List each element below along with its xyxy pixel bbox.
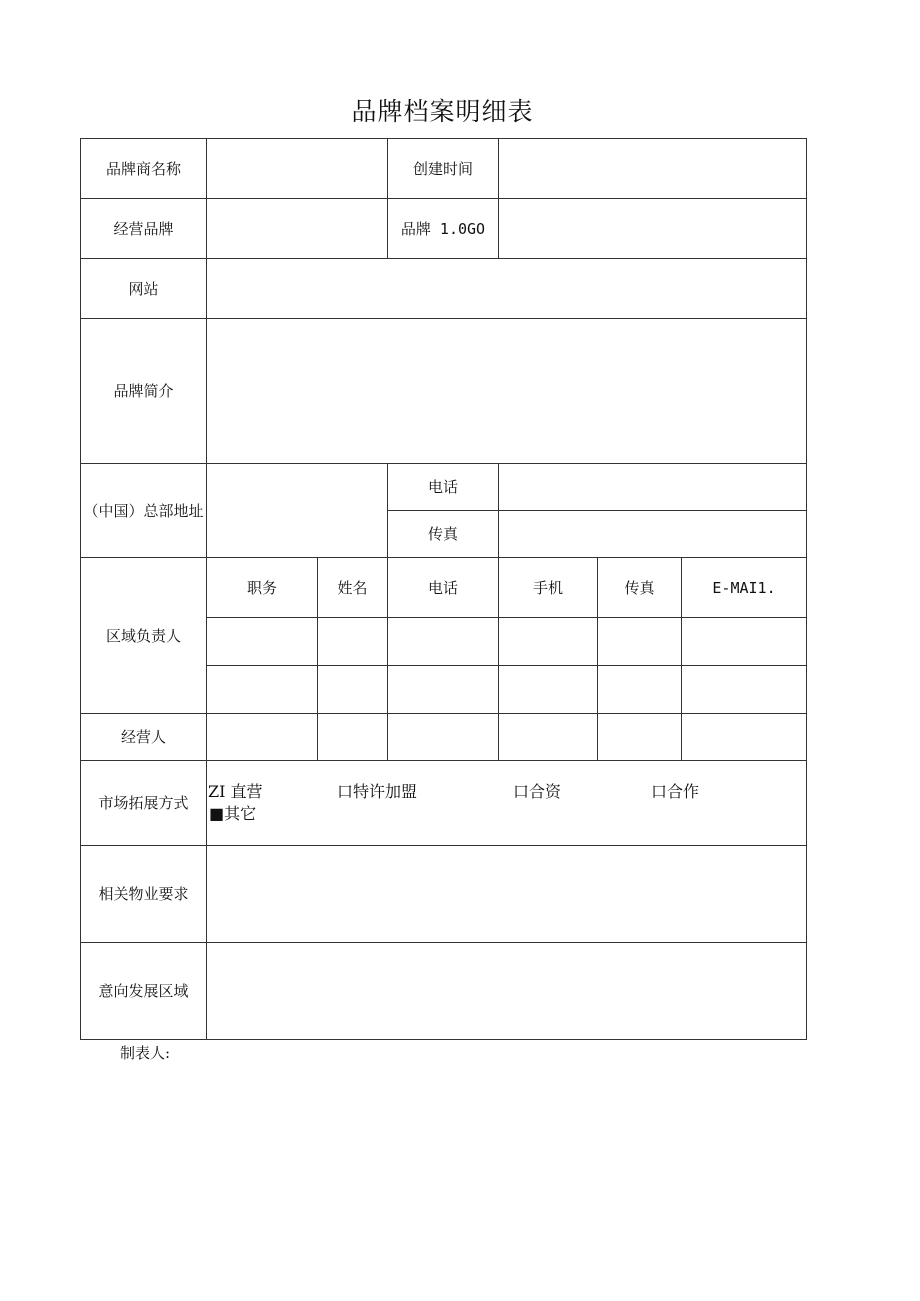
brand-company-label: 品牌商名称	[81, 139, 207, 199]
regional-cell[interactable]	[598, 666, 682, 714]
expansion-options	[207, 761, 807, 846]
contact-header-position: 职务	[207, 558, 318, 618]
operated-brand-field[interactable]	[207, 199, 388, 259]
expansion-mode-label: 市场拓展方式	[81, 761, 207, 846]
operator-cell[interactable]	[388, 714, 499, 761]
operator-cell[interactable]	[598, 714, 682, 761]
regional-cell[interactable]	[682, 618, 807, 666]
regional-cell[interactable]	[388, 618, 499, 666]
operator-cell[interactable]	[207, 714, 318, 761]
contact-header-phone: 电话	[388, 558, 499, 618]
website-label: 网站	[81, 259, 207, 319]
hq-phone-field[interactable]	[499, 464, 807, 511]
option-cooperation[interactable]: 口合作	[651, 782, 700, 801]
contact-header-mobile: 手机	[499, 558, 598, 618]
regional-cell[interactable]	[207, 618, 318, 666]
regional-cell[interactable]	[318, 618, 388, 666]
hq-fax-label: 传真	[388, 511, 499, 558]
operator-label: 经营人	[81, 714, 207, 761]
option-joint-venture[interactable]: 口合资	[513, 782, 562, 801]
hq-fax-field[interactable]	[499, 511, 807, 558]
regional-cell[interactable]	[207, 666, 318, 714]
hq-address-field[interactable]	[207, 464, 388, 558]
brand-company-field[interactable]	[207, 139, 388, 199]
brand-archive-table	[80, 138, 807, 1040]
created-time-label: 创建时间	[388, 139, 499, 199]
regional-cell[interactable]	[318, 666, 388, 714]
brand-logo-label: 品牌 1.0GO	[388, 199, 499, 259]
option-direct[interactable]: ZI 直营	[208, 782, 263, 801]
regional-cell[interactable]	[598, 618, 682, 666]
property-requirements-label: 相关物业要求	[81, 846, 207, 943]
hq-phone-label: 电话	[388, 464, 499, 511]
page-title: 品牌档案明细表	[351, 97, 534, 126]
contact-header-email: E-MAI1.	[682, 558, 807, 618]
regional-cell[interactable]	[499, 618, 598, 666]
regional-cell[interactable]	[499, 666, 598, 714]
regional-cell[interactable]	[682, 666, 807, 714]
contact-header-fax: 传真	[598, 558, 682, 618]
brand-logo-field[interactable]	[499, 199, 807, 259]
brand-intro-label: 品牌简介	[81, 319, 207, 464]
operator-cell[interactable]	[318, 714, 388, 761]
target-regions-field[interactable]	[207, 943, 807, 1040]
regional-cell[interactable]	[388, 666, 499, 714]
operator-cell[interactable]	[499, 714, 598, 761]
website-field[interactable]	[207, 259, 807, 319]
option-other[interactable]: ■其它	[209, 804, 257, 823]
created-time-field[interactable]	[499, 139, 807, 199]
regional-manager-label: 区域负责人	[81, 558, 207, 714]
brand-intro-field[interactable]	[207, 319, 807, 464]
contact-header-name: 姓名	[318, 558, 388, 618]
hq-address-label: （中国）总部地址	[81, 464, 207, 558]
operated-brand-label: 经营品牌	[81, 199, 207, 259]
operator-cell[interactable]	[682, 714, 807, 761]
property-requirements-field[interactable]	[207, 846, 807, 943]
target-regions-label: 意向发展区域	[81, 943, 207, 1040]
option-franchise[interactable]: 口特许加盟	[337, 782, 418, 801]
maker-label: 制表人:	[120, 1044, 171, 1062]
